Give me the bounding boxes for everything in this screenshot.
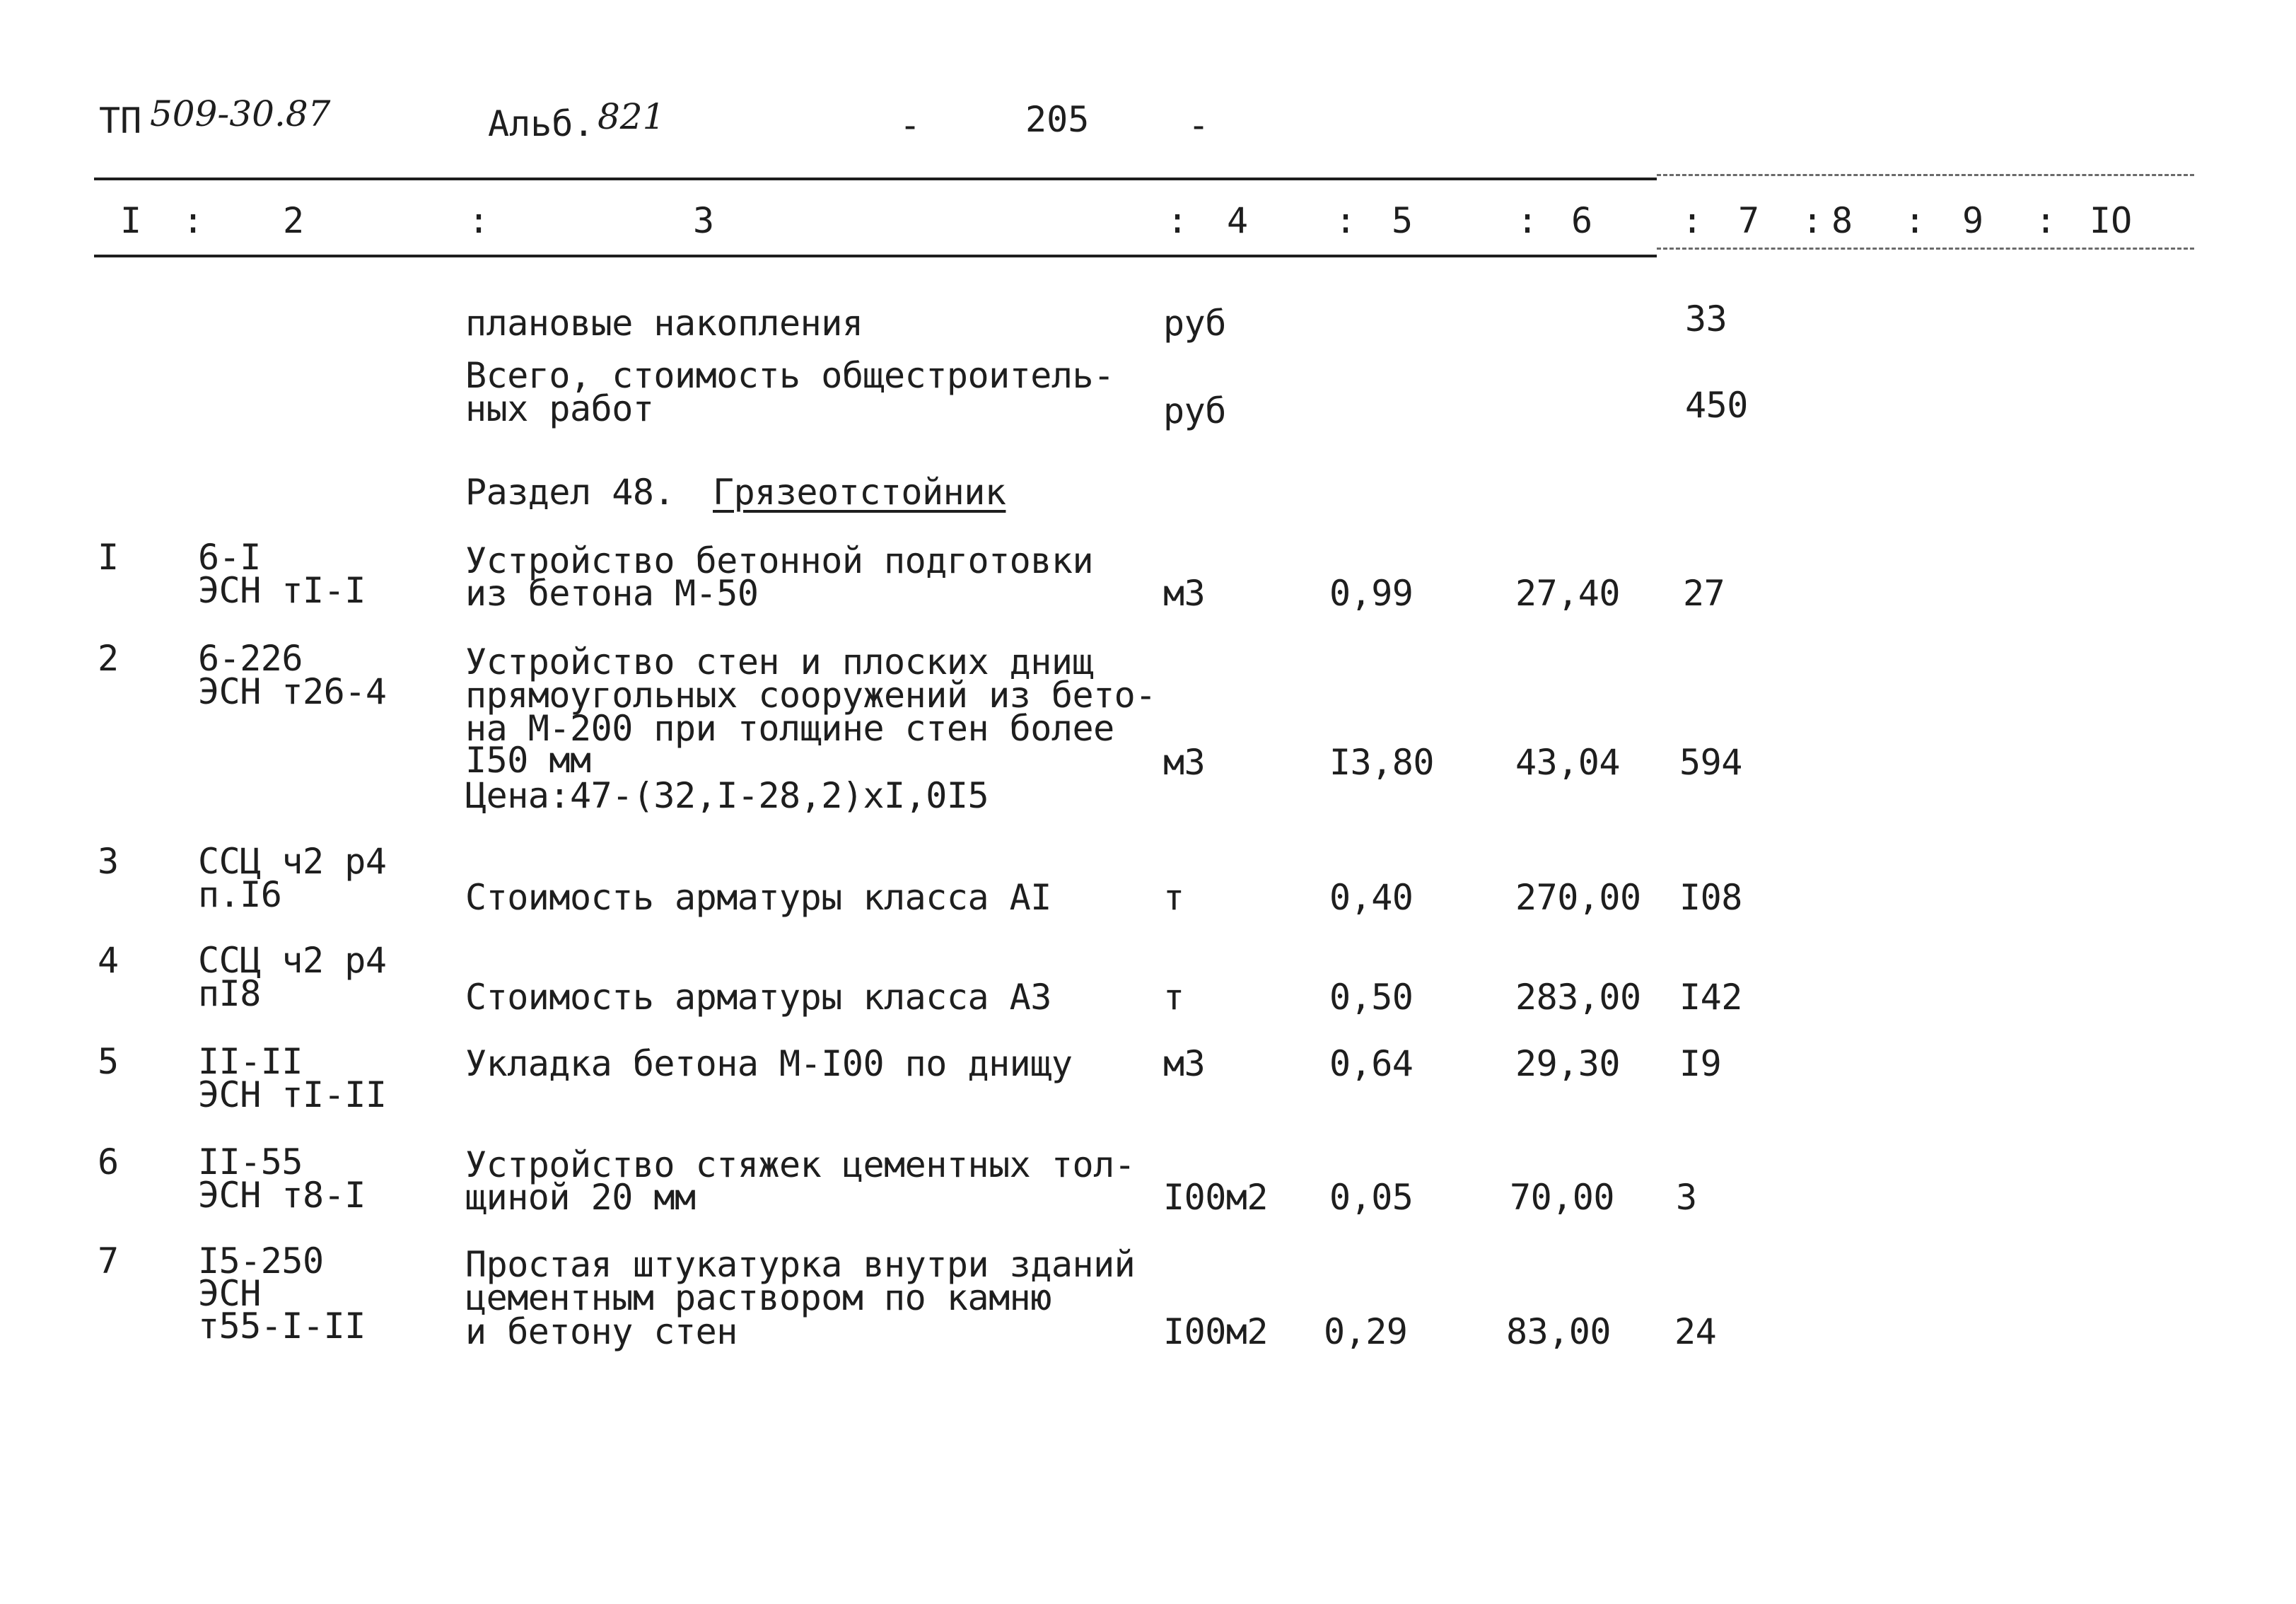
- row-number: 2: [98, 638, 119, 679]
- row-price: 83,00: [1506, 1311, 1612, 1352]
- row-total: 3: [1676, 1177, 1697, 1218]
- table-header-bottom-rule-tail: [1657, 248, 2194, 250]
- column-number-5: 5: [1392, 200, 1414, 241]
- row-code-line: ЭСН т26-4: [198, 671, 387, 712]
- row-total: 33: [1685, 298, 1727, 339]
- row-number: 4: [98, 940, 119, 981]
- column-separator: :: [182, 200, 204, 241]
- section-title: Грязеотстойник: [713, 472, 1006, 513]
- row-name: плановые накопления: [465, 303, 863, 344]
- row-quantity: I3,80: [1329, 742, 1435, 783]
- page-number: 205: [1025, 99, 1090, 140]
- row-name-line: Стоимость арматуры класса А3: [465, 977, 1051, 1018]
- row-quantity: 0,29: [1324, 1311, 1408, 1352]
- column-number-4: 4: [1227, 200, 1249, 241]
- row-name-line: Простая штукатурка внутри зданий: [465, 1244, 1136, 1285]
- row-name-line: Цена:47-(32,I-28,2)xI,0I5: [465, 775, 989, 816]
- row-code-line: ЭСН тI-I: [198, 570, 366, 611]
- column-number-1: I: [120, 200, 142, 241]
- row-unit: I00м2: [1163, 1311, 1269, 1352]
- row-quantity: 0,40: [1329, 877, 1414, 918]
- row-name-line: цементным раствором по камню: [465, 1277, 1051, 1318]
- row-name-line: на М-200 при толщине стен более: [465, 708, 1114, 749]
- section-label: Раздел 48.: [465, 472, 675, 513]
- row-code-line: 6-I: [198, 537, 261, 578]
- row-name-line: и бетону стен: [465, 1311, 738, 1352]
- row-code-line: II-55: [198, 1141, 303, 1182]
- row-code-line: п.I6: [198, 874, 282, 915]
- column-separator: :: [1517, 200, 1539, 241]
- row-name-line: прямоугольных сооружений из бето-: [465, 675, 1156, 716]
- row-price: 270,00: [1515, 877, 1641, 918]
- row-unit: руб: [1163, 390, 1226, 431]
- row-unit: т: [1163, 977, 1184, 1018]
- row-quantity: 0,50: [1329, 977, 1414, 1018]
- album-number-handwritten: 821: [598, 96, 665, 137]
- column-separator: :: [1904, 200, 1926, 241]
- row-total: I9: [1679, 1043, 1722, 1084]
- column-separator: :: [468, 200, 490, 241]
- row-code-line: ССЦ ч2 р4: [198, 940, 387, 981]
- row-quantity: 0,64: [1329, 1043, 1414, 1084]
- table-top-rule: [94, 178, 1657, 180]
- row-total: 24: [1674, 1311, 1717, 1352]
- row-total: I08: [1679, 877, 1742, 918]
- row-price: 70,00: [1510, 1177, 1615, 1218]
- row-number: I: [98, 537, 119, 578]
- row-unit: м3: [1163, 1043, 1206, 1084]
- row-code-line: ЭСН: [198, 1273, 261, 1314]
- row-name-line: I50 мм: [465, 740, 591, 781]
- row-name-line: Устройство стен и плоских днищ: [465, 641, 1094, 682]
- row-unit: м3: [1163, 742, 1206, 783]
- row-code-line: ЭСН т8-I: [198, 1175, 366, 1216]
- row-name-line: Укладка бетона М-I00 по днищу: [465, 1043, 1073, 1084]
- row-name-line: ных работ: [465, 388, 654, 429]
- row-price: 43,04: [1515, 742, 1621, 783]
- column-number-3: 3: [693, 200, 715, 241]
- doc-code-handwritten: 509-30.87: [150, 93, 331, 134]
- row-code-line: 6-226: [198, 638, 303, 679]
- row-quantity: 0,99: [1329, 573, 1414, 614]
- row-quantity: 0,05: [1329, 1177, 1414, 1218]
- column-separator: :: [2035, 200, 2057, 241]
- row-total: I42: [1679, 977, 1742, 1018]
- row-name-line: Устройство стяжек цементных тол-: [465, 1144, 1136, 1185]
- column-separator: :: [1682, 200, 1703, 241]
- row-code-line: пI8: [198, 973, 261, 1014]
- header-dash-left: -: [899, 105, 921, 146]
- row-name-line: из бетона М-50: [465, 573, 759, 614]
- row-total: 450: [1685, 385, 1748, 426]
- column-separator: :: [1335, 200, 1357, 241]
- row-unit: т: [1163, 877, 1184, 918]
- column-number-9: 9: [1962, 200, 1984, 241]
- column-number-6: 6: [1571, 200, 1593, 241]
- row-total: 27: [1683, 573, 1725, 614]
- row-name-line: Стоимость арматуры класса AI: [465, 877, 1051, 918]
- table-top-rule-tail: [1657, 174, 2194, 176]
- row-price: 29,30: [1515, 1043, 1621, 1084]
- row-unit: I00м2: [1163, 1177, 1269, 1218]
- row-name-line: Всего, стоимость общестроитель-: [465, 355, 1114, 396]
- column-number-8: 8: [1831, 200, 1853, 241]
- row-price: 283,00: [1515, 977, 1641, 1018]
- row-number: 5: [98, 1041, 119, 1082]
- row-number: 6: [98, 1141, 119, 1182]
- row-number: 7: [98, 1240, 119, 1282]
- row-price: 27,40: [1515, 573, 1621, 614]
- album-label: Альб.: [488, 103, 595, 144]
- row-name-line: Устройство бетонной подготовки: [465, 540, 1094, 581]
- column-separator: :: [1802, 200, 1824, 241]
- header-dash-right: -: [1188, 105, 1210, 146]
- row-unit: м3: [1163, 573, 1206, 614]
- row-name-line: щиной 20 мм: [465, 1177, 696, 1218]
- row-number: 3: [98, 841, 119, 882]
- column-number-7: 7: [1738, 200, 1760, 241]
- row-total: 594: [1679, 742, 1742, 783]
- column-separator: :: [1167, 200, 1189, 241]
- row-code-line: ЭСН тI-II: [198, 1074, 387, 1115]
- row-code-line: т55-I-II: [198, 1306, 366, 1347]
- row-code-line: I5-250: [198, 1240, 324, 1282]
- table-header-bottom-rule: [94, 255, 1657, 257]
- doc-code-prefix: ТП: [99, 100, 142, 141]
- column-number-10: IO: [2090, 200, 2133, 241]
- row-code-line: ССЦ ч2 р4: [198, 841, 387, 882]
- column-number-2: 2: [283, 200, 305, 241]
- row-code-line: II-II: [198, 1041, 303, 1082]
- row-unit: руб: [1163, 303, 1226, 344]
